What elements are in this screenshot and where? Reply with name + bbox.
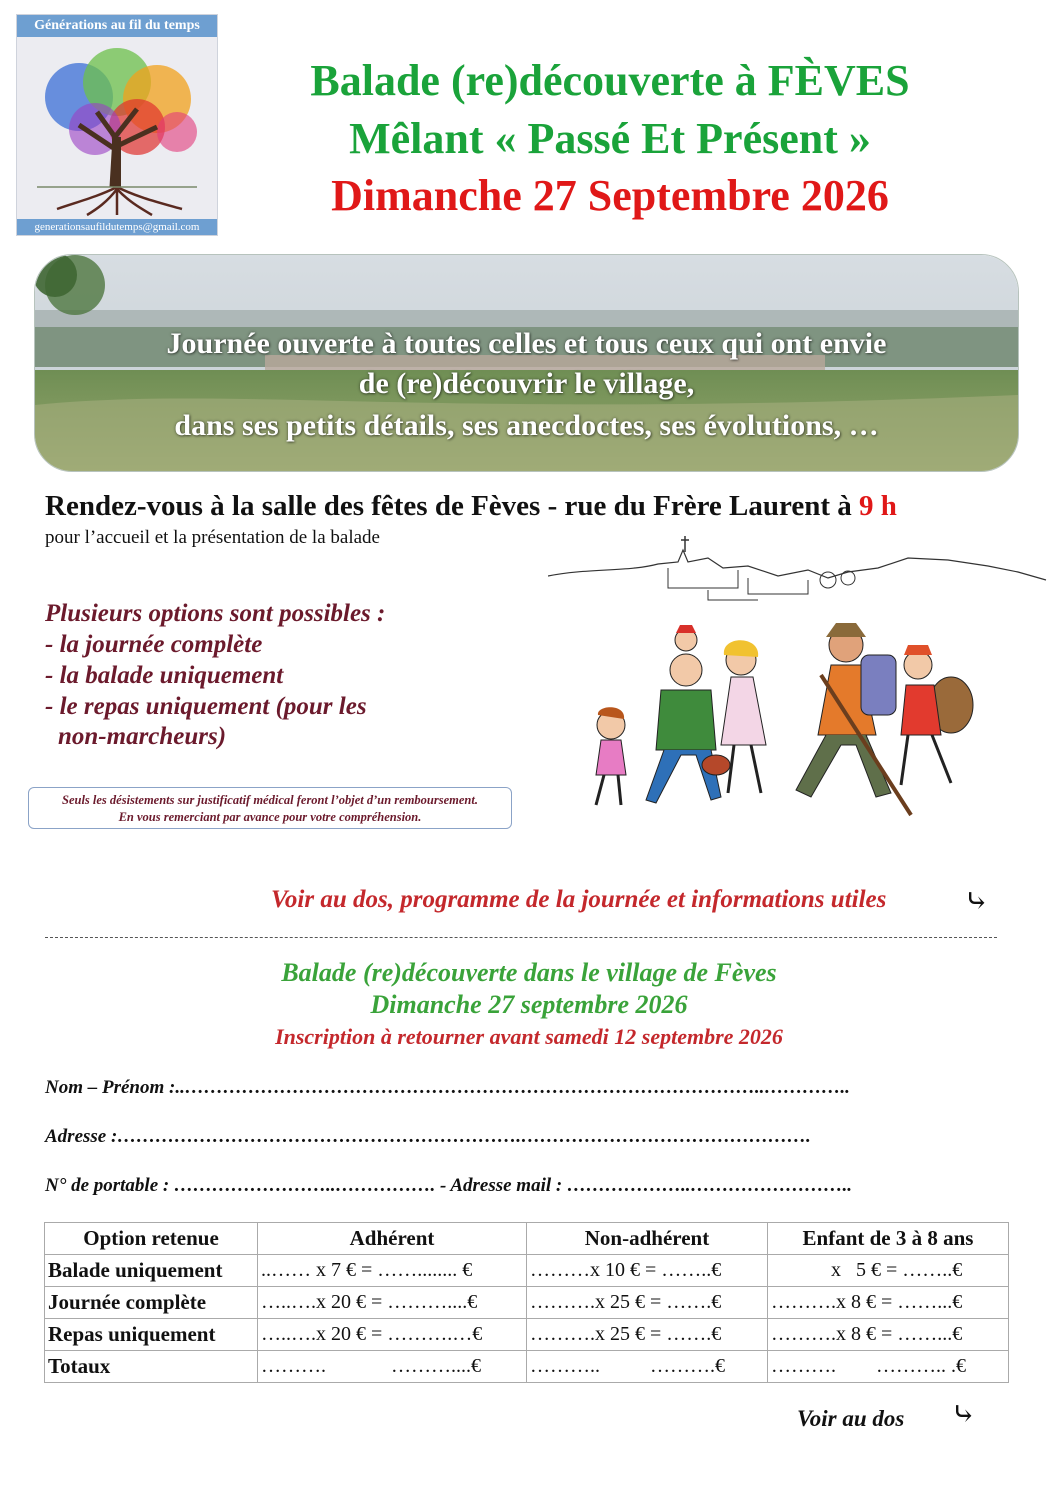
banner-line-2: de (re)découvrir le village, [358, 367, 695, 400]
logo-title: Générations au fil du temps [17, 15, 217, 37]
header-non-member: Non-adhérent [527, 1223, 768, 1255]
cell-non-member[interactable]: ……….. ……….€ [527, 1351, 768, 1383]
cell-non-member[interactable]: ………x 10 € = ……..€ [527, 1255, 768, 1287]
cell-member[interactable]: …..….x 20 € = ……….…€ [258, 1319, 527, 1351]
row-label: Totaux [45, 1351, 258, 1383]
row-label: Repas uniquement [45, 1319, 258, 1351]
village-sketch-icon [548, 528, 1048, 608]
option-meal-only-cont: non-marcheurs) [58, 723, 227, 750]
tree-of-life-icon [17, 37, 217, 219]
table-row [45, 1319, 1009, 1351]
header-option: Option retenue [45, 1223, 258, 1255]
see-back-program: Voir au dos, programme de la journée et informations utiles [271, 886, 887, 913]
cell-member[interactable]: ………. ………....€ [258, 1351, 527, 1383]
landscape-banner [34, 254, 1019, 472]
cell-child[interactable]: ………. ……….. .€ [768, 1351, 1009, 1383]
cell-non-member[interactable]: ……….x 25 € = …….€ [527, 1287, 768, 1319]
row-label: Journée complète [45, 1287, 258, 1319]
cell-member[interactable]: …..….x 20 € = ………....€ [258, 1287, 527, 1319]
form-date: Dimanche 27 septembre 2026 [370, 990, 688, 1019]
title-line-1: Balade (re)découverte à FÈVES [310, 56, 910, 105]
see-back: Voir au dos [797, 1406, 905, 1431]
logo-email: generationsaufildutemps@gmail.com [17, 219, 217, 235]
meeting-point-text: Rendez-vous à la salle des fêtes de Fèves - rue du Frère Laurent à [45, 490, 860, 522]
header-child: Enfant de 3 à 8 ans [768, 1223, 1009, 1255]
cell-child[interactable]: ……….x 8 € = ……...€ [768, 1319, 1009, 1351]
cell-child[interactable]: x 5 € = ……..€ [768, 1255, 1009, 1287]
row-label: Balade uniquement [45, 1255, 258, 1287]
table-row [45, 1287, 1009, 1319]
cell-child[interactable]: ……….x 8 € = ……...€ [768, 1287, 1009, 1319]
refund-note [28, 787, 512, 829]
meeting-point [45, 490, 897, 523]
cell-member[interactable]: ..…… x 7 € = ……........ € [258, 1255, 527, 1287]
address-field[interactable]: Adresse :……………………………………………………….………………………………………. [45, 1126, 811, 1147]
registration-table [44, 1222, 1009, 1383]
cut-line [45, 937, 997, 938]
name-field[interactable]: Nom – Prénom :..………………………………………………………………………………..………….. [45, 1077, 850, 1098]
option-full-day: - la journée complète [45, 631, 263, 658]
table-row [45, 1255, 1009, 1287]
table-row [45, 1351, 1009, 1383]
meeting-time: 9 h [859, 490, 897, 522]
turn-arrow-icon: ⤷ [951, 1398, 977, 1431]
banner-line-1: Journée ouverte à toutes celles et tous ceux qui ont envie [166, 327, 887, 360]
refund-note-line-1: Seuls les désistements sur justificatif médical feront l’objet d’un remboursement. [62, 793, 478, 807]
hikers-illustration [556, 615, 996, 837]
options-heading: Plusieurs options sont possibles : [45, 600, 386, 627]
phone-email-field[interactable]: N° de portable : ……………………..……………. - Adresse mail : ………………..…………………….. [45, 1175, 852, 1196]
refund-note-line-2: En vous remerciant par avance pour votre compréhension. [118, 810, 422, 824]
title-line-2: Mêlant « Passé Et Présent » [349, 114, 871, 163]
option-walk-only: - la balade uniquement [45, 662, 284, 689]
form-title: Balade (re)découverte dans le village de Fèves [281, 958, 777, 987]
association-logo [16, 14, 218, 236]
option-meal-only: - le repas uniquement (pour les [45, 693, 367, 720]
form-deadline: Inscription à retourner avant samedi 12 septembre 2026 [275, 1024, 783, 1049]
cell-non-member[interactable]: ……….x 25 € = …….€ [527, 1319, 768, 1351]
banner-line-3: dans ses petits détails, ses anecdoctes, ses évolutions, … [174, 409, 879, 442]
turn-arrow-icon: ⤷ [964, 885, 990, 918]
title-date: Dimanche 27 Septembre 2026 [331, 171, 889, 220]
meeting-subtext: pour l’accueil et la présentation de la balade [45, 527, 380, 548]
table-header-row [45, 1223, 1009, 1255]
header-member: Adhérent [258, 1223, 527, 1255]
